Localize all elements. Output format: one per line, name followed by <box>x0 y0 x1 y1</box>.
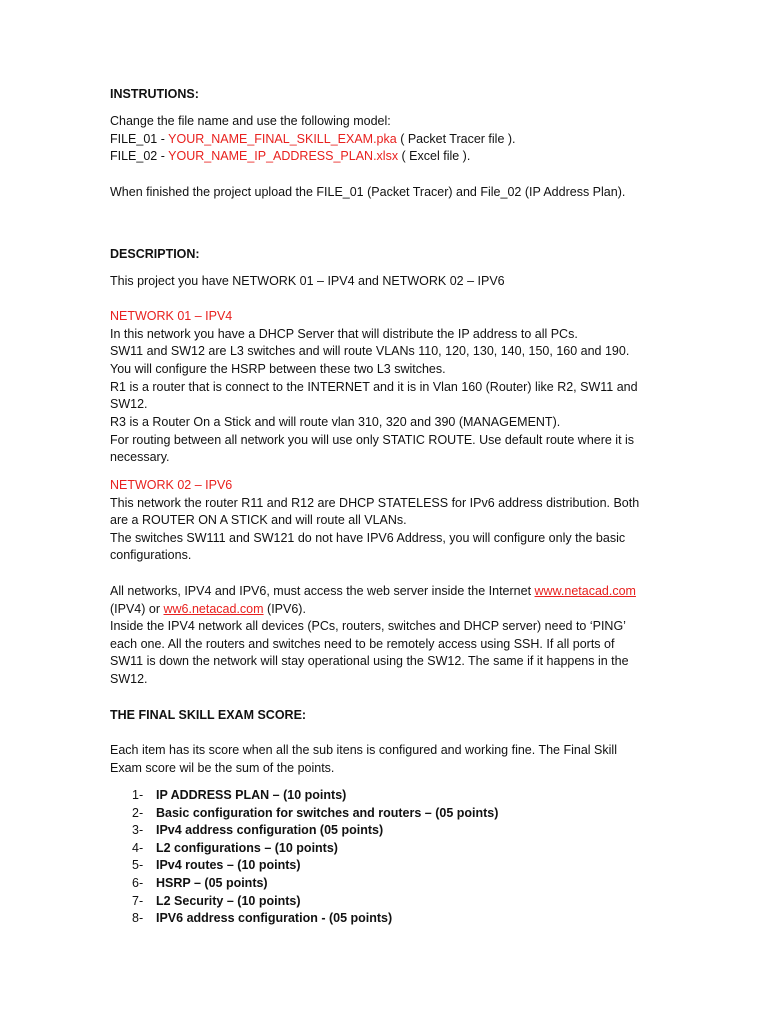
network1-line: SW12. <box>110 397 148 411</box>
instructions-intro: Change the file name and use the following model: <box>110 114 391 128</box>
score-intro-line: Each item has its score when all the sub itens is configured and working fine. The Final Skill <box>110 743 617 757</box>
score-item: L2 configurations – (10 points) <box>156 841 338 855</box>
score-item: IPv4 address configuration (05 points) <box>156 823 384 837</box>
score-item: L2 Security – (10 points) <box>156 894 301 908</box>
file2-suffix: ( Excel file ). <box>398 149 471 163</box>
ww6-netacad-link[interactable]: ww6.netacad.com <box>163 602 264 616</box>
file1-prefix: FILE_01 - <box>110 132 169 146</box>
score-item: IPv4 routes – (10 points) <box>156 858 301 872</box>
score-item: Basic configuration for switches and routers – (05 points) <box>156 806 499 820</box>
network1-line: You will configure the HSRP between these two L3 switches. <box>110 362 446 376</box>
network1-line: For routing between all network you will use only STATIC ROUTE. Use default route where it is <box>110 433 635 447</box>
ping-line: SW12. <box>110 672 148 686</box>
ping-line: SW11 is down the network will stay operational using the SW12. The same if it happens in the <box>110 654 629 668</box>
upload-instruction: When finished the project upload the FILE_01 (Packet Tracer) and File_02 (IP Address Plan). <box>110 185 626 199</box>
access-line-2 <box>110 601 306 618</box>
network2-line: are a ROUTER ON A STICK and will route all VLANs. <box>110 513 407 527</box>
network1-line: SW11 and SW12 are L3 switches and will route VLANs 110, 120, 130, 140, 150, 160 and 190. <box>110 344 630 358</box>
score-item-number: 2- <box>132 806 144 820</box>
file2-name: YOUR_NAME_IP_ADDRESS_PLAN.xlsx <box>168 149 399 163</box>
network1-heading: NETWORK 01 – IPV4 <box>110 309 233 323</box>
score-item-number: 4- <box>132 841 144 855</box>
score-item-number: 8- <box>132 911 144 925</box>
file1-line <box>110 131 516 148</box>
score-item-number: 6- <box>132 876 144 890</box>
ping-line: each one. All the routers and switches need to be remotely access using SSH. If all ports of <box>110 637 615 651</box>
access-mid-suffix: (IPV6). <box>263 602 306 616</box>
network1-line: R3 is a Router On a Stick and will route vlan 310, 320 and 390 (MANAGEMENT). <box>110 415 561 429</box>
score-heading: THE FINAL SKILL EXAM SCORE: <box>110 708 307 722</box>
network2-line: The switches SW111 and SW121 do not have IPV6 Address, you will configure only the basic <box>110 531 626 545</box>
instructions-heading: INSTRUTIONS: <box>110 87 199 101</box>
file1-name: YOUR_NAME_FINAL_SKILL_EXAM.pka <box>168 132 397 146</box>
access-mid-prefix: (IPV4) or <box>110 602 164 616</box>
file2-prefix: FILE_02 - <box>110 149 169 163</box>
network1-line: In this network you have a DHCP Server that will distribute the IP address to all PCs. <box>110 327 578 341</box>
access-prefix: All networks, IPV4 and IPV6, must access the web server inside the Internet <box>110 584 535 598</box>
score-intro-line: Exam score wil be the sum of the points. <box>110 761 335 775</box>
score-item: HSRP – (05 points) <box>156 876 268 890</box>
description-intro: This project you have NETWORK 01 – IPV4 and NETWORK 02 – IPV6 <box>110 274 505 288</box>
score-item-number: 5- <box>132 858 144 872</box>
network2-line: This network the router R11 and R12 are DHCP STATELESS for IPv6 address distribution. Both <box>110 496 640 510</box>
score-item: IPV6 address configuration - (05 points) <box>156 911 393 925</box>
network2-line: configurations. <box>110 548 192 562</box>
file2-line <box>110 148 470 165</box>
description-heading: DESCRIPTION: <box>110 247 200 261</box>
file1-suffix: ( Packet Tracer file ). <box>396 132 516 146</box>
network1-line: necessary. <box>110 450 170 464</box>
access-line <box>110 583 636 600</box>
score-item-number: 3- <box>132 823 144 837</box>
score-item: IP ADDRESS PLAN – (10 points) <box>156 788 347 802</box>
network1-line: R1 is a router that is connect to the INTERNET and it is in Vlan 160 (Router) like R2, SW11 and <box>110 380 638 394</box>
score-item-number: 1- <box>132 788 144 802</box>
ping-line: Inside the IPV4 network all devices (PCs, routers, switches and DHCP server) need to ‘PING’ <box>110 619 626 633</box>
score-item-number: 7- <box>132 894 144 908</box>
network2-heading: NETWORK 02 – IPV6 <box>110 478 233 492</box>
netacad-link[interactable]: www.netacad.com <box>534 584 636 598</box>
